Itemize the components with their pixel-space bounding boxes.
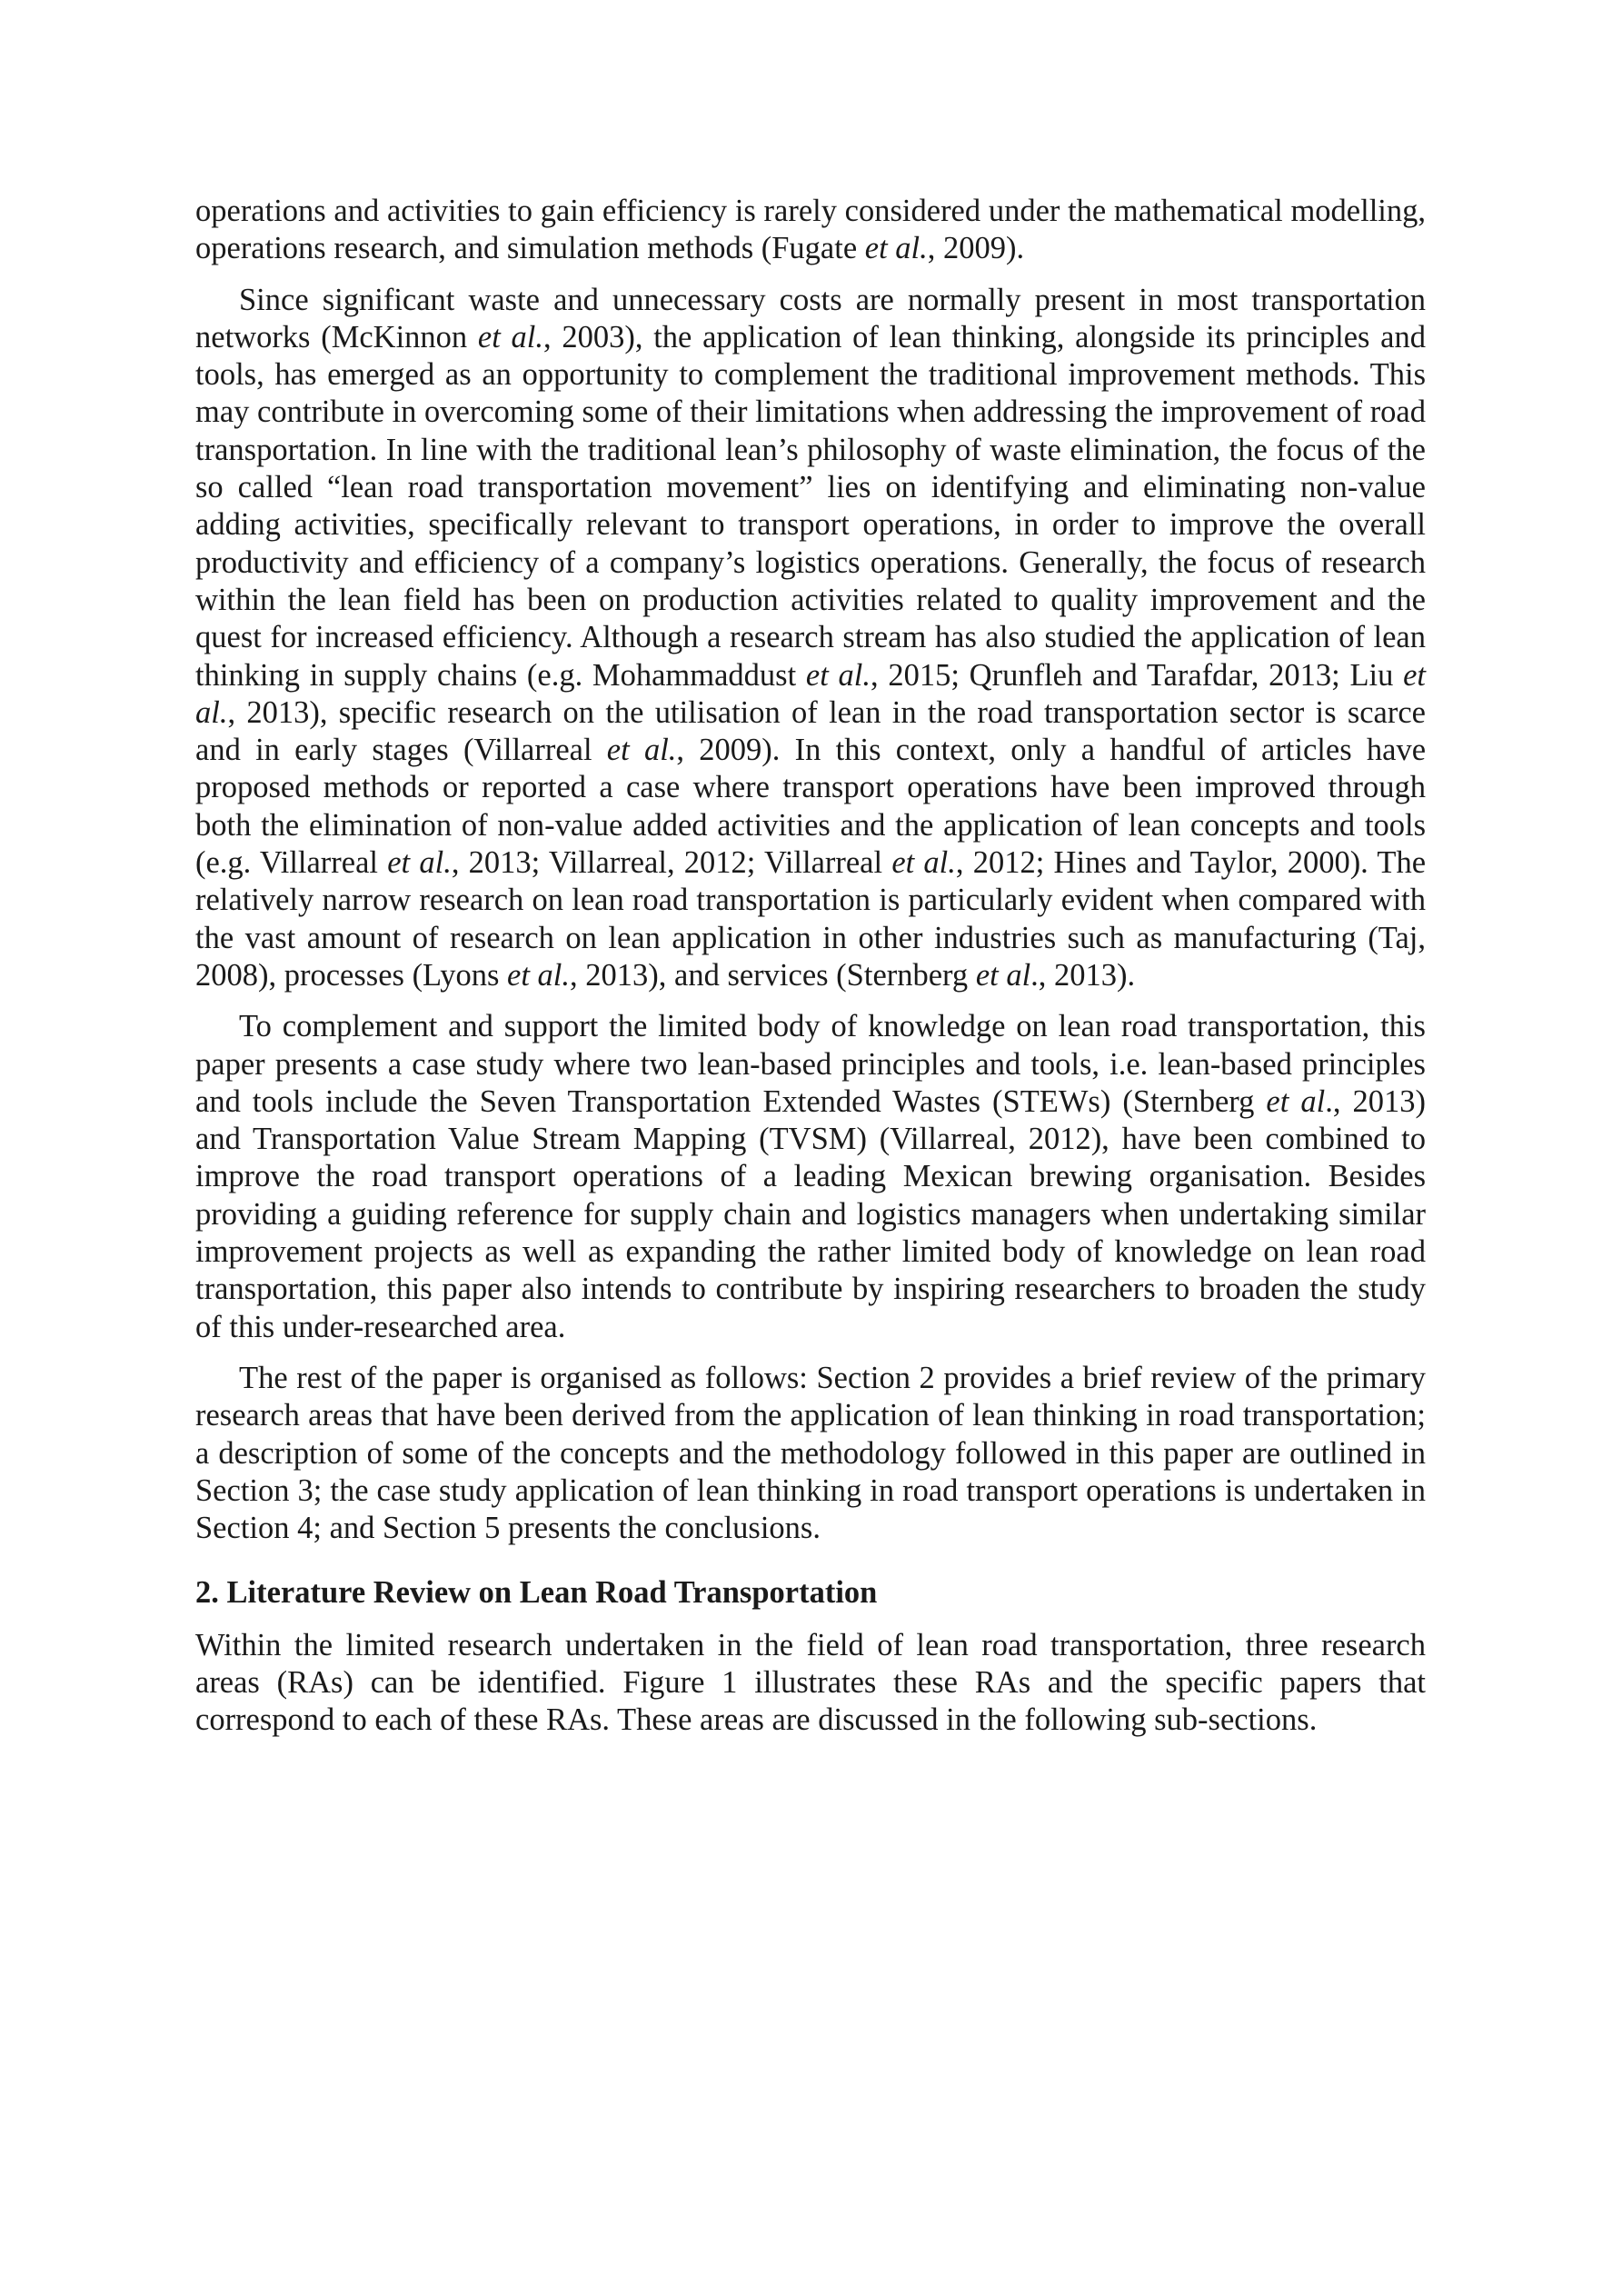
paragraph-text: , 2009). — [927, 231, 1025, 266]
paragraph-case-study-overview — [195, 1008, 1426, 1346]
paragraph-text: , 2012; Hines and Taylor, 2000). The relatively narrow research on lean road transportation is particularly evident when compared with the vast amount of research on lean application in other industries such as manufacturing (Taj, 2008), processes (Lyons — [195, 845, 1427, 993]
italic-citation-text: et al. — [864, 231, 928, 266]
paragraph-lean-transport-background — [195, 282, 1426, 995]
italic-citation-text: et al. — [805, 657, 871, 693]
section-heading: 2. Literature Review on Lean Road Transportation — [195, 1575, 878, 1611]
paragraph-text: , 2013; Villarreal, 2012; Villarreal — [451, 845, 892, 881]
italic-citation-text: et al. — [387, 845, 452, 881]
paragraph-text: The rest of the paper is organised as follows: Section 2 provides a brief review of the primary research areas that have been derived from the application of lean thinking in road transportation; a description of some of the concepts and the methodology followed in this paper are outlined in Section 3; the case study application of lean thinking in road transport operations is undertaken in Section 4; and Section 5 presents the conclusions. — [195, 1360, 1426, 1546]
paragraph-text: ., 2013) and Transportation Value Stream Mapping (TVSM) (Villarreal, 2012), have been combined to improve the road transport operations of a leading Mexican brewing organisation. Besides providing a guiding reference for supply chain and logistics managers when undertaking similar improvement projects as well as expanding the rather limited body of knowledge on lean road transportation, this paper also intends to contribute by inspiring researchers to broaden the study of this under-researched area. — [195, 1083, 1426, 1344]
italic-citation-text: et al. — [195, 657, 1427, 730]
italic-citation-text: et al — [975, 957, 1031, 993]
paragraph-text: , 2009). In this context, only a handful of articles have proposed methods or reported a case where transport operations have been improved through both the elimination of non-value added activities and the application of lean concepts and tools (e.g. Villarreal — [195, 733, 1427, 881]
italic-citation-text: et al. — [477, 319, 544, 354]
paragraph-paper-organisation — [195, 1360, 1426, 1547]
paragraph-text: ., 2013). — [1030, 957, 1136, 993]
paragraph-text: Since significant waste and unnecessary costs are normally present in most transportation networks (McKinnon — [195, 282, 1426, 354]
italic-citation-text: et al — [1266, 1083, 1326, 1119]
paragraph-text: , 2013), and services (Sternberg — [570, 957, 976, 993]
paragraph-text: , 2003), the application of lean thinking, alongside its principles and tools, has emerged as an opportunity to complement the traditional improvement methods. This may contribute in overcoming some of their limitations when addressing the improvement of road transportation. In line with the traditional lean’s philosophy of waste elimination, the focus of the so called “lean road transportation movement” lies on identifying and eliminating non-value adding activities, specifically relevant to transport operations, in order to improve the overall productivity and efficiency of a company’s logistics operations. Generally, the focus of research within the lean field has been on production activities related to quality improvement and the quest for increased efficiency. Although a research stream has also studied the application of lean thinking in supply chains (e.g. Mohammaddust — [195, 319, 1426, 693]
paragraph-literature-review-intro: Within the limited research undertaken in the field of lean road transportation, three research areas (RAs) can be identified. Figure 1 illustrates these RAs and the specific papers that correspond to each of these RAs. These areas are discussed in the following sub-sections. — [195, 1627, 1426, 1738]
paragraph-text: , 2015; Qrunfleh and Tarafdar, 2013; Liu — [871, 657, 1404, 693]
italic-citation-text: et al. — [891, 845, 956, 881]
paragraph-text: , 2013), specific research on the utilisation of lean in the road transportation sector is scarce and in early stages (Villarreal — [195, 694, 1426, 768]
italic-citation-text: et al. — [507, 957, 571, 993]
paragraph-text: To complement and support the limited body of knowledge on lean road transportation, this paper presents a case study where two lean-based principles and tools, i.e. lean-based principles and tools include the Seven Transportation Extended Wastes (STEWs) (Sternberg — [195, 1009, 1426, 1119]
paper-page — [195, 193, 1426, 1740]
italic-citation-text: et al. — [606, 733, 677, 768]
paragraph-text: operations and activities to gain efficiency is rarely considered under the mathematical modelling, operations research, and simulation methods (Fugate — [195, 194, 1426, 266]
paragraph-continuation — [195, 193, 1426, 268]
